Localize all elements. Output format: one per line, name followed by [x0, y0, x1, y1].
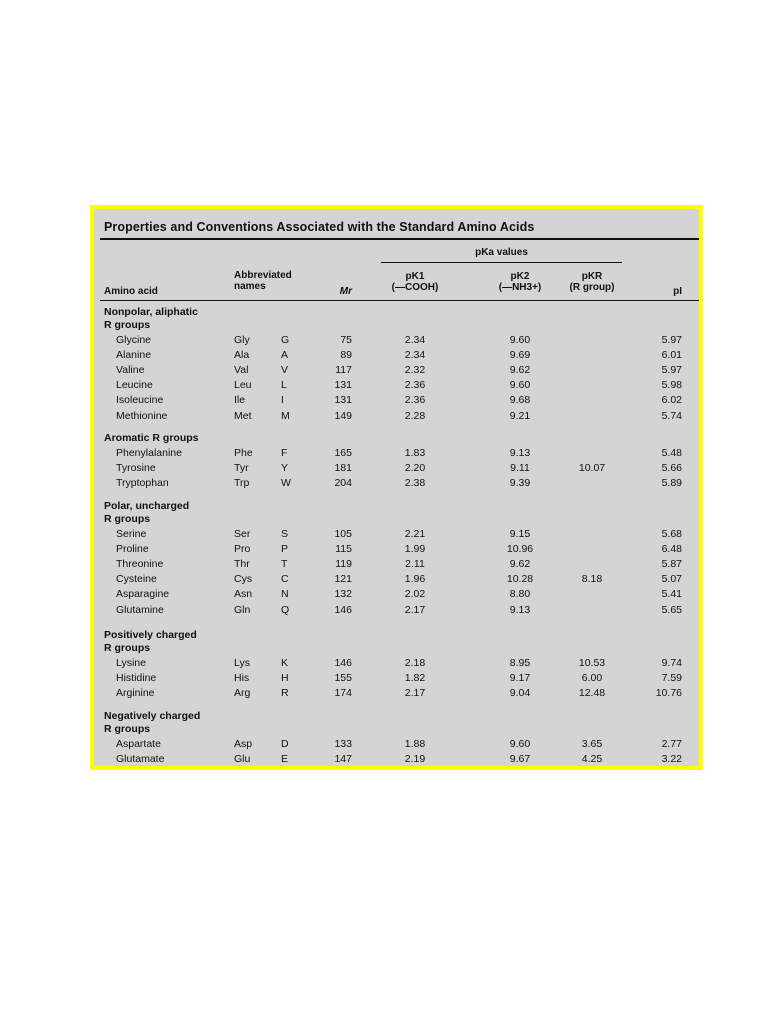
group-heading [104, 306, 274, 332]
cell-abbr1: Y [281, 462, 289, 475]
cell-name: Histidine [116, 672, 157, 685]
cell-pi: 5.89 [661, 477, 682, 490]
cell-abbr3: Leu [234, 379, 252, 392]
cell-mr: 131 [334, 394, 352, 407]
header-rule [100, 300, 699, 301]
group-heading [104, 629, 274, 655]
cell-mr: 119 [335, 558, 352, 571]
cell-pk2: 8.80 [509, 588, 531, 601]
cell-pk1: 1.99 [404, 543, 426, 556]
cell-abbr1: N [281, 588, 289, 601]
table-row [94, 656, 699, 671]
amino-acid-table-panel [90, 205, 703, 770]
cell-mr: 115 [335, 543, 352, 556]
cell-abbr3: Thr [234, 558, 250, 571]
cell-abbr1: C [281, 573, 289, 586]
cell-abbr3: Phe [234, 447, 253, 459]
table-row [94, 572, 699, 587]
cell-pi: 5.97 [661, 364, 682, 377]
cell-pi: 5.65 [661, 603, 682, 616]
cell-pk2: 9.60 [509, 379, 531, 392]
table-row [94, 527, 699, 542]
cell-abbr1: K [281, 657, 289, 669]
header-pk2-line2: (—NH3+) [498, 282, 542, 293]
cell-name: Arginine [116, 687, 155, 700]
cell-abbr1: H [281, 672, 289, 685]
header-pk2 [490, 271, 550, 293]
cell-name: Valine [116, 364, 145, 377]
cell-abbr1: Q [281, 603, 290, 616]
cell-pi: 10.76 [655, 687, 682, 700]
header-pkr [560, 271, 624, 293]
cell-pk1: 1.88 [404, 738, 426, 750]
cell-name: Lysine [116, 657, 146, 669]
cell-abbr3: Asp [234, 738, 253, 750]
header-abbreviated-line1: Abbreviated [234, 270, 292, 281]
table-row [94, 333, 699, 348]
cell-abbr3: Lys [234, 657, 250, 669]
cell-pk1: 2.32 [404, 364, 426, 377]
cell-name: Aspartate [116, 738, 161, 750]
group-heading-line2: R groups [104, 319, 151, 331]
cell-name: Asparagine [116, 588, 170, 601]
cell-pi: 5.98 [661, 379, 682, 392]
title-rule [100, 238, 699, 240]
cell-mr: 121 [334, 573, 352, 586]
header-abbreviated-names [234, 270, 292, 292]
header-pk1-line2: (—COOH) [391, 282, 439, 293]
cell-pk1: 1.96 [404, 573, 426, 586]
cell-pi: 5.48 [661, 447, 682, 459]
cell-pk2: 9.69 [509, 349, 531, 362]
cell-pi: 6.01 [661, 349, 682, 362]
header-abbreviated-line2: names [234, 281, 266, 292]
cell-abbr3: Glu [234, 753, 251, 766]
cell-abbr1: I [281, 394, 284, 407]
cell-mr: 133 [334, 738, 352, 750]
table-row [94, 603, 699, 618]
cell-pk1: 2.28 [404, 409, 426, 422]
cell-name: Proline [116, 543, 149, 556]
cell-name: Methionine [116, 409, 168, 422]
cell-abbr3: Asn [234, 588, 253, 601]
cell-pk1: 2.18 [404, 657, 426, 669]
cell-mr: 149 [334, 409, 352, 422]
cell-abbr3: Ile [234, 394, 246, 407]
cell-abbr1: E [281, 753, 289, 766]
group-heading-line2: R groups [104, 513, 151, 525]
cell-pk1: 2.02 [404, 588, 426, 601]
group-heading-line1: Nonpolar, aliphatic [104, 306, 198, 318]
cell-pk1: 1.83 [404, 447, 426, 459]
cell-pi: 3.22 [661, 753, 682, 766]
cell-pk1: 2.34 [404, 334, 426, 346]
cell-pkr: 12.48 [578, 687, 606, 700]
cell-mr: 105 [334, 528, 352, 540]
cell-abbr1: V [281, 364, 289, 377]
table-title: Properties and Conventions Associated with the Standard Amino Acids [104, 220, 535, 234]
cell-name: Cysteine [116, 573, 157, 586]
cell-name: Tryptophan [116, 477, 169, 490]
group-heading [104, 710, 274, 736]
cell-abbr3: Tyr [234, 462, 249, 475]
cell-pk2: 9.62 [509, 558, 531, 571]
table-row [94, 671, 699, 686]
cell-pkr: 6.00 [581, 672, 603, 685]
cell-pk1: 2.21 [404, 528, 426, 540]
cell-name: Tyrosine [116, 462, 156, 475]
cell-pk1: 2.17 [404, 687, 426, 700]
table-row [94, 752, 699, 767]
cell-pk2: 9.11 [510, 462, 530, 475]
cell-name: Serine [116, 528, 147, 540]
cell-pi: 2.77 [661, 738, 682, 750]
cell-pi: 6.02 [661, 394, 682, 407]
cell-abbr1: P [281, 543, 289, 556]
cell-pk1: 1.82 [404, 672, 426, 685]
cell-pk2: 9.39 [509, 477, 531, 490]
cell-pk2: 10.96 [506, 543, 534, 556]
cell-pi: 5.07 [661, 573, 682, 586]
table-row [94, 587, 699, 602]
cell-pk2: 9.17 [509, 672, 531, 685]
cell-abbr3: Gly [234, 334, 250, 346]
cell-pk2: 10.28 [506, 573, 534, 586]
group-heading [104, 500, 274, 526]
cell-pk2: 9.60 [509, 334, 531, 346]
cell-mr: 89 [340, 349, 352, 362]
cell-pi: 7.59 [661, 672, 682, 685]
cell-abbr1: R [281, 687, 289, 700]
cell-pk2: 9.67 [509, 753, 531, 766]
cell-abbr3: Trp [234, 477, 250, 490]
group-heading-line2: R groups [104, 723, 151, 735]
table-row [94, 378, 699, 393]
group-heading [104, 432, 274, 445]
cell-pk1: 2.36 [404, 379, 426, 392]
group-heading-line1: Polar, uncharged [104, 500, 190, 512]
cell-pi: 5.66 [661, 462, 682, 475]
cell-mr: 146 [334, 657, 352, 669]
cell-name: Glycine [116, 334, 152, 346]
header-pi: pI [673, 286, 682, 297]
cell-pi: 5.87 [661, 558, 682, 571]
cell-pk2: 9.60 [509, 738, 531, 750]
cell-abbr1: G [281, 334, 290, 346]
cell-pk2: 9.15 [509, 528, 531, 540]
header-pk2-line1: pK2 [510, 271, 530, 282]
cell-pi: 5.41 [661, 588, 682, 601]
cell-abbr1: F [281, 447, 288, 459]
cell-pkr: 4.25 [581, 753, 603, 766]
cell-name: Phenylalanine [116, 447, 182, 459]
cell-pk1: 2.36 [404, 394, 426, 407]
group-heading-line1: Negatively charged [104, 710, 201, 722]
cell-mr: 132 [334, 588, 352, 601]
pk-values-rule [381, 262, 622, 263]
cell-abbr1: M [281, 409, 290, 422]
group-heading-line1: Aromatic R groups [104, 432, 199, 444]
table-row [94, 461, 699, 476]
cell-pk2: 8.95 [509, 657, 531, 669]
cell-pk1: 2.38 [404, 477, 426, 490]
cell-pk1: 2.11 [405, 558, 425, 571]
cell-pi: 9.74 [661, 657, 682, 669]
cell-abbr3: Ser [234, 528, 251, 540]
cell-abbr3: Cys [234, 573, 253, 586]
cell-name: Glutamine [116, 603, 164, 616]
header-pk1-line1: pK1 [405, 271, 425, 282]
cell-mr: 155 [334, 672, 352, 685]
cell-pk2: 9.04 [509, 687, 531, 700]
table-row [94, 542, 699, 557]
cell-pi: 6.48 [661, 543, 682, 556]
table-row [94, 476, 699, 491]
cell-pk2: 9.68 [509, 394, 531, 407]
cell-mr: 117 [335, 364, 352, 377]
cell-abbr3: Met [234, 409, 252, 422]
cell-pk1: 2.17 [404, 603, 426, 616]
cell-pkr: 10.07 [578, 462, 606, 475]
cell-name: Leucine [116, 379, 153, 392]
cell-mr: 181 [334, 462, 352, 475]
cell-mr: 204 [334, 477, 352, 490]
group-heading-line1: Positively charged [104, 629, 197, 641]
table-row [94, 348, 699, 363]
table-row [94, 737, 699, 752]
cell-mr: 75 [340, 334, 352, 346]
group-heading-line2: R groups [104, 642, 151, 654]
cell-abbr1: W [281, 477, 291, 490]
cell-pk2: 9.62 [509, 364, 531, 377]
cell-abbr1: L [281, 379, 287, 392]
cell-pi: 5.74 [661, 409, 682, 422]
cell-pi: 5.97 [661, 334, 682, 346]
table-row [94, 446, 699, 461]
cell-mr: 147 [334, 753, 352, 766]
header-pkr-line2: (R group) [569, 282, 615, 293]
table-row [94, 393, 699, 408]
cell-name: Isoleucine [116, 394, 164, 407]
cell-mr: 165 [334, 447, 352, 459]
cell-abbr1: D [281, 738, 289, 750]
pk-values-header: pKa values [475, 247, 528, 258]
cell-abbr3: His [234, 672, 250, 685]
cell-mr: 174 [334, 687, 352, 700]
cell-abbr3: Gln [234, 603, 251, 616]
table-row [94, 686, 699, 701]
table-row [94, 409, 699, 424]
cell-pk1: 2.20 [404, 462, 426, 475]
cell-abbr3: Ala [234, 349, 250, 362]
cell-abbr1: A [281, 349, 289, 362]
cell-pi: 5.68 [661, 528, 682, 540]
cell-abbr1: S [281, 528, 289, 540]
header-pk1 [384, 271, 446, 293]
cell-pkr: 3.65 [581, 738, 603, 750]
cell-pkr: 10.53 [578, 657, 606, 669]
cell-name: Threonine [116, 558, 164, 571]
cell-name: Alanine [116, 349, 152, 362]
cell-mr: 146 [334, 603, 352, 616]
cell-pk1: 2.34 [404, 349, 426, 362]
cell-abbr3: Arg [234, 687, 251, 700]
header-amino-acid: Amino acid [104, 286, 158, 297]
header-mr: Mr [339, 286, 352, 297]
cell-mr: 131 [334, 379, 352, 392]
cell-pk2: 9.13 [509, 447, 531, 459]
cell-pk1: 2.19 [404, 753, 426, 766]
cell-pk2: 9.21 [509, 409, 531, 422]
cell-abbr1: T [281, 558, 288, 571]
header-pkr-line1: pKR [581, 271, 603, 282]
table-row [94, 363, 699, 378]
cell-pkr: 8.18 [581, 573, 603, 586]
table-row [94, 557, 699, 572]
cell-name: Glutamate [116, 753, 165, 766]
cell-pk2: 9.13 [509, 603, 531, 616]
cell-abbr3: Pro [234, 543, 251, 556]
cell-abbr3: Val [234, 364, 249, 377]
